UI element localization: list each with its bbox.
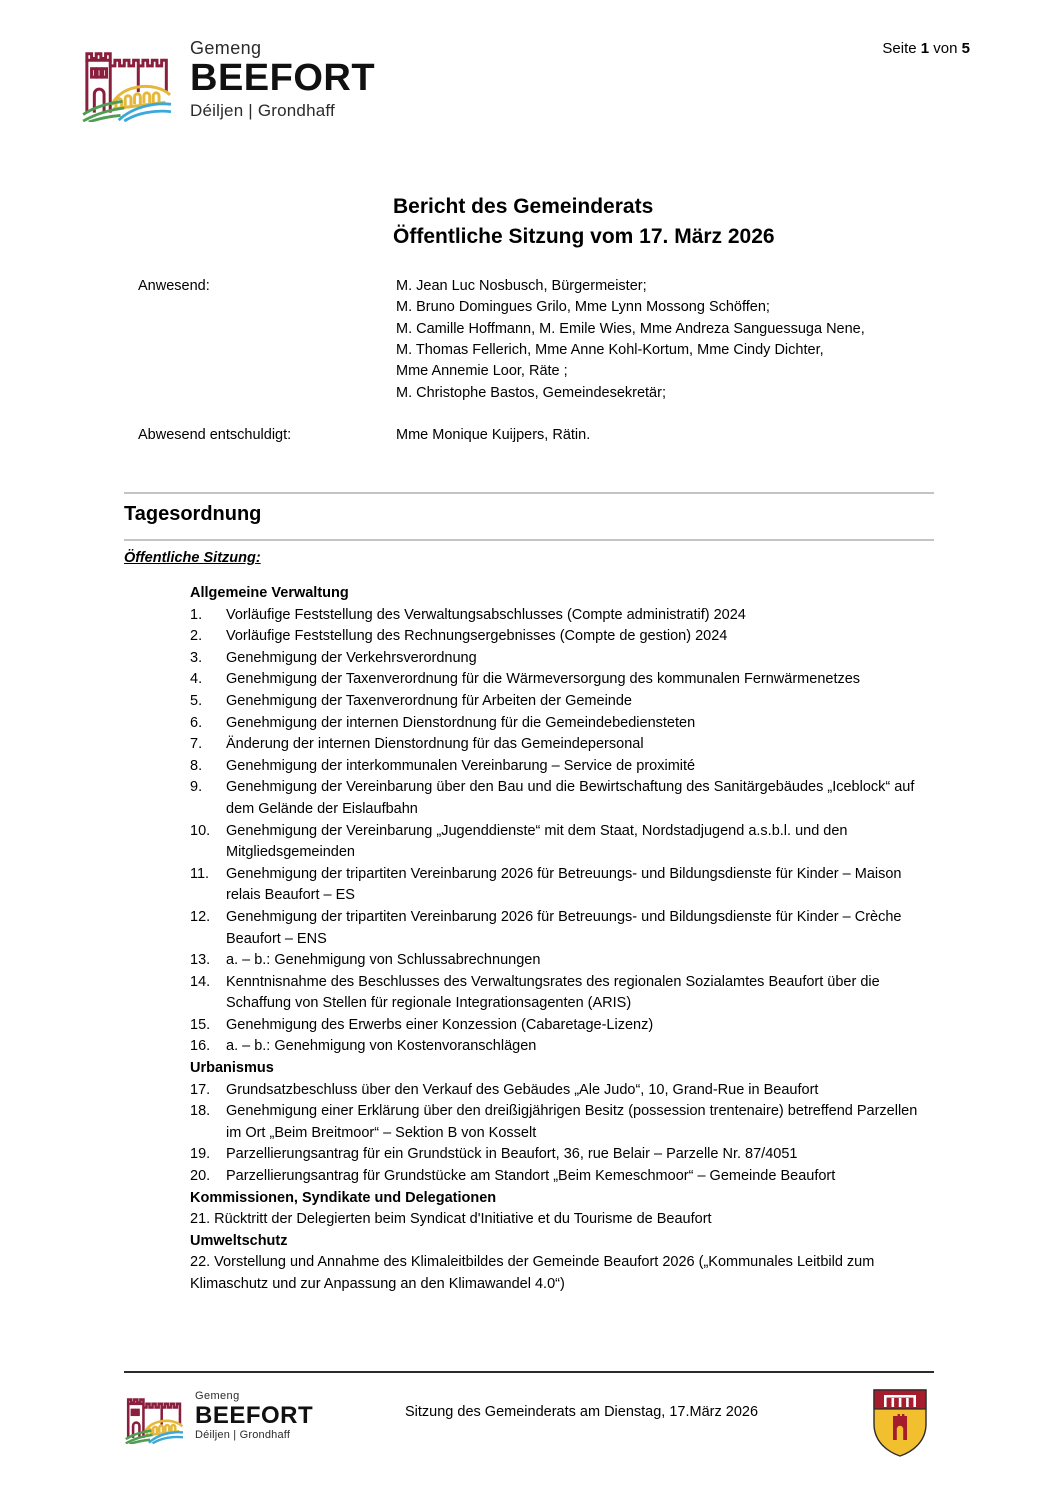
attendance-absent-label: Abwesend entschuldigt: xyxy=(138,426,292,443)
agenda-item xyxy=(124,734,936,756)
agenda-subheading: Öffentliche Sitzung: xyxy=(124,550,261,566)
attendance-block xyxy=(138,276,938,446)
footer-municipality-logo xyxy=(124,1388,313,1444)
agenda-item-text: Genehmigung der Taxenverordnung für die Wärmeversorgung des kommunalen Fernwärmenetzes xyxy=(226,671,861,688)
agenda-item-text: Genehmigung der Taxenverordnung für Arbeiten der Gemeinde xyxy=(226,692,632,709)
footer-logo-beefort-text: BEEFORT xyxy=(195,1401,314,1429)
attendance-absent-line: Mme Monique Kuijpers, Rätin. xyxy=(396,426,591,443)
agenda-item-number: 1. xyxy=(190,606,203,623)
attendance-present-list xyxy=(396,276,938,404)
agenda-item-text: a. – b.: Genehmigung von Kostenvoranschlägen xyxy=(226,1038,537,1055)
logo-beefort-text: BEEFORT xyxy=(190,57,376,100)
page-header xyxy=(0,28,1058,138)
agenda-item xyxy=(124,1036,936,1058)
footer-meeting-text: Sitzung des Gemeinderats am Dienstag, 17.März 2026 xyxy=(405,1404,759,1420)
agenda-item-text: Vorläufige Feststellung des Verwaltungsabschlusses (Compte administratif) 2024 xyxy=(226,606,746,623)
agenda-item xyxy=(124,648,936,670)
agenda-item-number: 11. xyxy=(190,865,210,882)
agenda-item-text: Kenntnisnahme des Beschlusses des Verwaltungsrates des regionalen Sozialamtes Beaufort über die Schaffung von Stellen für regionale Integrationsagenten (ARIS) xyxy=(226,973,880,1012)
attendance-present-line: M. Bruno Domingues Grilo, Mme Lynn Mossong Schöffen; xyxy=(396,299,770,316)
beaufort-coat-of-arms-icon xyxy=(872,1388,928,1458)
agenda-item-number: 12. xyxy=(190,908,211,925)
agenda-item-text: Parzellierungsantrag für Grundstücke am Standort „Beim Kemeschmoor“ – Gemeinde Beaufort xyxy=(226,1168,836,1185)
agenda-item-number: 2. xyxy=(190,628,203,645)
agenda-item-text: a. – b.: Genehmigung von Schlussabrechnungen xyxy=(226,952,541,969)
agenda-item xyxy=(124,972,936,1015)
footer-logo-gemeng-text: Gemeng xyxy=(195,1389,240,1402)
agenda-item-number: 10. xyxy=(190,822,211,839)
page-label-middle: von xyxy=(933,40,958,57)
agenda-item-text: Genehmigung des Erwerbs einer Konzession (Cabaretage-Lizenz) xyxy=(226,1016,654,1033)
agenda-item xyxy=(124,777,936,820)
agenda-item-text: Änderung der internen Dienstordnung für das Gemeindepersonal xyxy=(226,736,644,753)
agenda-item-text: Genehmigung der Vereinbarung „Jugenddienste“ mit dem Staat, Nordstadjugend a.s.b.l. und den Mitgliedsgemeinden xyxy=(226,822,848,861)
page-current: 1 xyxy=(920,40,930,57)
agenda-item-number: 18. xyxy=(190,1103,211,1120)
footer-beefort-castle-logo-icon xyxy=(124,1388,186,1444)
page-label-prefix: Seite xyxy=(882,40,917,57)
agenda-item xyxy=(124,907,936,950)
attendance-present-row xyxy=(138,276,938,404)
footer-logo-subtitle-text: Déiljen | Grondhaff xyxy=(195,1429,291,1442)
municipality-logo xyxy=(80,36,375,122)
agenda-item-text: Genehmigung der interkommunalen Vereinbarung – Service de proximité xyxy=(226,757,696,774)
agenda-item-number: 14. xyxy=(190,973,211,990)
agenda-item xyxy=(124,1144,936,1166)
beefort-castle-logo-icon xyxy=(80,36,176,122)
page-total: 5 xyxy=(961,40,970,57)
agenda-item-text: Genehmigung der tripartiten Vereinbarung 2026 für Betreuungs- und Bildungsdienste für Kinder – Crèche Beaufort – ENS xyxy=(226,908,902,947)
agenda-item xyxy=(124,1015,936,1037)
attendance-absent-row xyxy=(138,425,938,446)
agenda-group-heading: Allgemeine Verwaltung xyxy=(190,585,349,601)
attendance-present-line: M. Thomas Fellerich, Mme Anne Kohl-Kortum, Mme Cindy Dichter, xyxy=(396,341,824,358)
attendance-present-line: Mme Annemie Loor, Räte ; xyxy=(396,363,568,380)
agenda-heading: Tagesordnung xyxy=(124,503,262,525)
agenda-item-number: 4. xyxy=(190,671,203,688)
agenda-item xyxy=(124,1166,936,1188)
agenda-item-text: Genehmigung der Vereinbarung über den Bau und die Bewirtschaftung des Sanitärgebäudes „Iceblock“ auf dem Gelände der Eislaufbahn xyxy=(226,779,915,817)
attendance-present-line: M. Camille Hoffmann, M. Emile Wies, Mme Andreza Sanguessuga Nene, xyxy=(396,320,865,337)
logo-wordmark xyxy=(190,39,375,119)
agenda-item-number: 3. xyxy=(190,649,203,666)
agenda-item-number: 5. xyxy=(190,692,203,709)
agenda-item xyxy=(124,756,936,778)
agenda-item-number: 7. xyxy=(190,736,203,753)
agenda-item-text: Genehmigung der tripartiten Vereinbarung 2026 für Betreuungs- und Bildungsdienste für Kinder – Maison relais Beaufort – ES xyxy=(226,865,902,904)
agenda-item-text: Vorläufige Feststellung des Rechnungsergebnisses (Compte de gestion) 2024 xyxy=(226,628,728,645)
document-title-line2: Öffentliche Sitzung vom 17. März 2026 xyxy=(393,224,775,248)
agenda-item xyxy=(124,864,936,907)
agenda-item-text: Genehmigung der Verkehrsverordnung xyxy=(226,649,477,666)
agenda-item-number: 13. xyxy=(190,952,211,969)
attendance-present-label: Anwesend: xyxy=(138,278,210,294)
document-title xyxy=(393,192,775,252)
page-number xyxy=(882,40,970,57)
page-footer xyxy=(0,1384,1058,1474)
footer-logo-wordmark xyxy=(195,1391,313,1441)
agenda-item-text: Grundsatzbeschluss über den Verkauf des Gebäudes „Ale Judo“, 10, Grand-Rue in Beaufort xyxy=(226,1081,819,1098)
agenda-item-text: Genehmigung einer Erklärung über den dreißigjährigen Besitz (possession trentenaire) betreffend Parzellen im Ort „Beim Breitmoor“ – Sektion B von Kosselt xyxy=(226,1103,918,1141)
agenda-item xyxy=(124,821,936,864)
agenda-item xyxy=(124,1080,936,1102)
agenda-item xyxy=(124,691,936,713)
agenda-item-number: 20. xyxy=(190,1168,211,1185)
agenda-item xyxy=(124,626,936,648)
agenda-item-text: Genehmigung der internen Dienstordnung für die Gemeindebediensteten xyxy=(226,714,696,731)
agenda-item xyxy=(124,950,936,972)
agenda-item: 22. Vorstellung und Annahme des Klimaleitbildes der Gemeinde Beaufort 2026 („Kommunales Leitbild zum Klimaschutz und zur Anpassung an den Klimawandel 4.0“) xyxy=(190,1254,875,1292)
footer-divider xyxy=(124,1371,934,1373)
agenda-item-number: 6. xyxy=(190,714,203,731)
agenda-item-number: 15. xyxy=(190,1016,211,1033)
divider-above-agenda xyxy=(124,492,934,494)
attendance-absent-list xyxy=(396,425,938,446)
logo-subtitle-text: Déiljen | Grondhaff xyxy=(190,100,335,120)
agenda-item-text: Parzellierungsantrag für ein Grundstück in Beaufort, 36, rue Belair – Parzelle Nr. 87/4051 xyxy=(226,1146,798,1163)
agenda-item xyxy=(124,1101,936,1144)
agenda-item xyxy=(124,605,936,627)
agenda-item xyxy=(124,713,936,735)
agenda-item-number: 19. xyxy=(190,1146,211,1163)
attendance-present-line: M. Jean Luc Nosbusch, Bürgermeister; xyxy=(396,278,647,294)
document-title-line1: Bericht des Gemeinderats xyxy=(393,195,654,218)
agenda-list xyxy=(124,583,936,1296)
logo-gemeng-text: Gemeng xyxy=(190,38,262,59)
agenda-item-number: 9. xyxy=(190,779,203,796)
agenda-item xyxy=(124,669,936,691)
agenda-item-number: 8. xyxy=(190,757,203,774)
divider-below-agenda-heading xyxy=(124,539,934,541)
agenda-item-number: 17. xyxy=(190,1081,211,1098)
agenda-item-number: 16. xyxy=(190,1038,211,1055)
agenda-group-heading: Umweltschutz xyxy=(190,1232,288,1249)
attendance-present-line: M. Christophe Bastos, Gemeindesekretär; xyxy=(396,384,666,401)
agenda-group-heading: Kommissionen, Syndikate und Delegationen xyxy=(190,1189,497,1206)
agenda-group-heading: Urbanismus xyxy=(190,1060,274,1077)
agenda-item: 21. Rücktritt der Delegierten beim Syndicat d'Initiative et du Tourisme de Beaufort xyxy=(190,1211,712,1228)
